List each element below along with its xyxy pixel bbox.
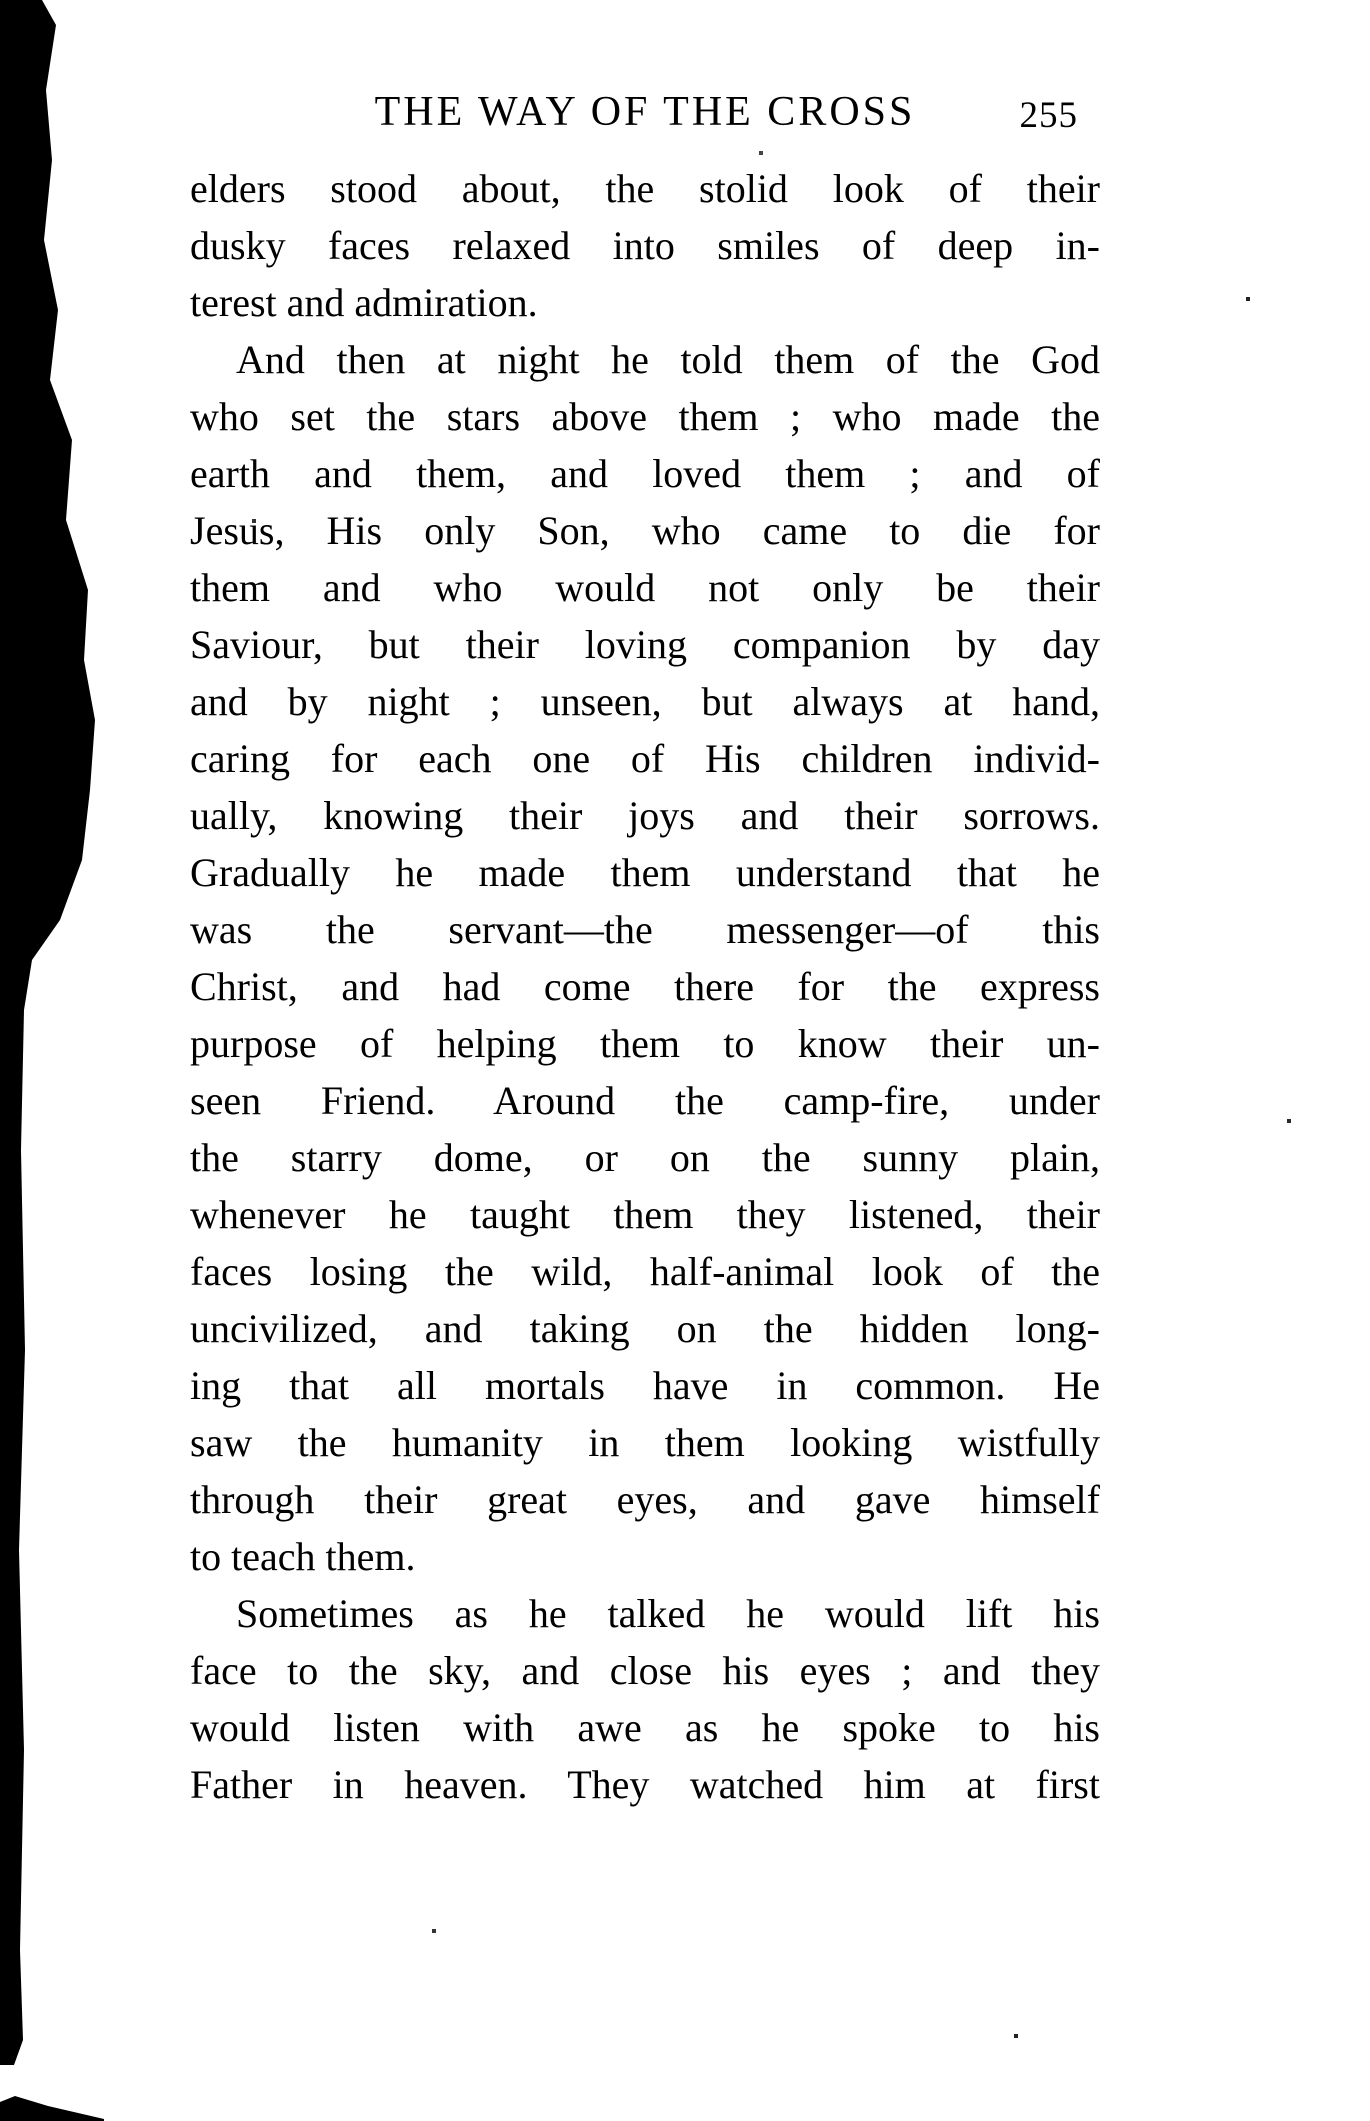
text-line: uncivilized, and taking on the hidden long- xyxy=(190,1306,1100,1351)
text-line: Saviour, but their loving companion by day xyxy=(190,622,1100,667)
text-line: earth and them, and loved them ; and of xyxy=(190,451,1100,496)
text-line: them and who would not only be their xyxy=(190,565,1100,610)
running-header xyxy=(190,88,1100,140)
text-line: Father in heaven. They watched him at first xyxy=(190,1762,1100,1807)
text-line: faces losing the wild, half-animal look of the xyxy=(190,1249,1100,1294)
text-line: Gradually he made them understand that he xyxy=(190,850,1100,895)
page-number: 255 xyxy=(1019,95,1078,136)
text-line: seen Friend. Around the camp-fire, under xyxy=(190,1078,1100,1123)
scan-edge-artifact xyxy=(0,0,120,2121)
paragraph xyxy=(190,160,1100,331)
text-line: and by night ; unseen, but always at hand, xyxy=(190,679,1100,724)
text-line: the starry dome, or on the sunny plain, xyxy=(190,1135,1100,1180)
text-line: ually, knowing their joys and their sorrows. xyxy=(190,793,1100,838)
text-line: face to the sky, and close his eyes ; and they xyxy=(190,1648,1100,1693)
text-line: Sometimes as he talked he would lift his xyxy=(236,1591,1100,1636)
text-line: who set the stars above them ; who made the xyxy=(190,394,1100,439)
text-line: purpose of helping them to know their un- xyxy=(190,1021,1100,1066)
scan-corner-artifact xyxy=(0,2092,110,2121)
page-title: THE WAY OF THE CROSS xyxy=(374,89,916,135)
scan-speckles xyxy=(0,0,2,2)
paragraph xyxy=(190,331,1100,1585)
text-line: caring for each one of His children individ- xyxy=(190,736,1100,781)
text-line: dusky faces relaxed into smiles of deep in- xyxy=(190,223,1100,268)
text-line: Christ, and had come there for the express xyxy=(190,964,1100,1009)
paragraph xyxy=(190,1585,1100,1813)
text-line: through their great eyes, and gave himself xyxy=(190,1477,1100,1522)
text-line: terest and admiration. xyxy=(190,280,538,325)
text-line: whenever he taught them they listened, their xyxy=(190,1192,1100,1237)
page-body xyxy=(190,160,1100,1813)
text-line: ing that all mortals have in common. He xyxy=(190,1363,1100,1408)
text-line: saw the humanity in them looking wistfully xyxy=(190,1420,1100,1465)
text-line: was the servant—the messenger—of this xyxy=(190,907,1100,952)
text-line: would listen with awe as he spoke to his xyxy=(190,1705,1100,1750)
text-line: to teach them. xyxy=(190,1534,416,1579)
text-line: And then at night he told them of the God xyxy=(236,337,1100,382)
text-line: elders stood about, the stolid look of their xyxy=(190,166,1100,211)
text-line: Jesus, His only Son, who came to die for xyxy=(190,508,1100,553)
